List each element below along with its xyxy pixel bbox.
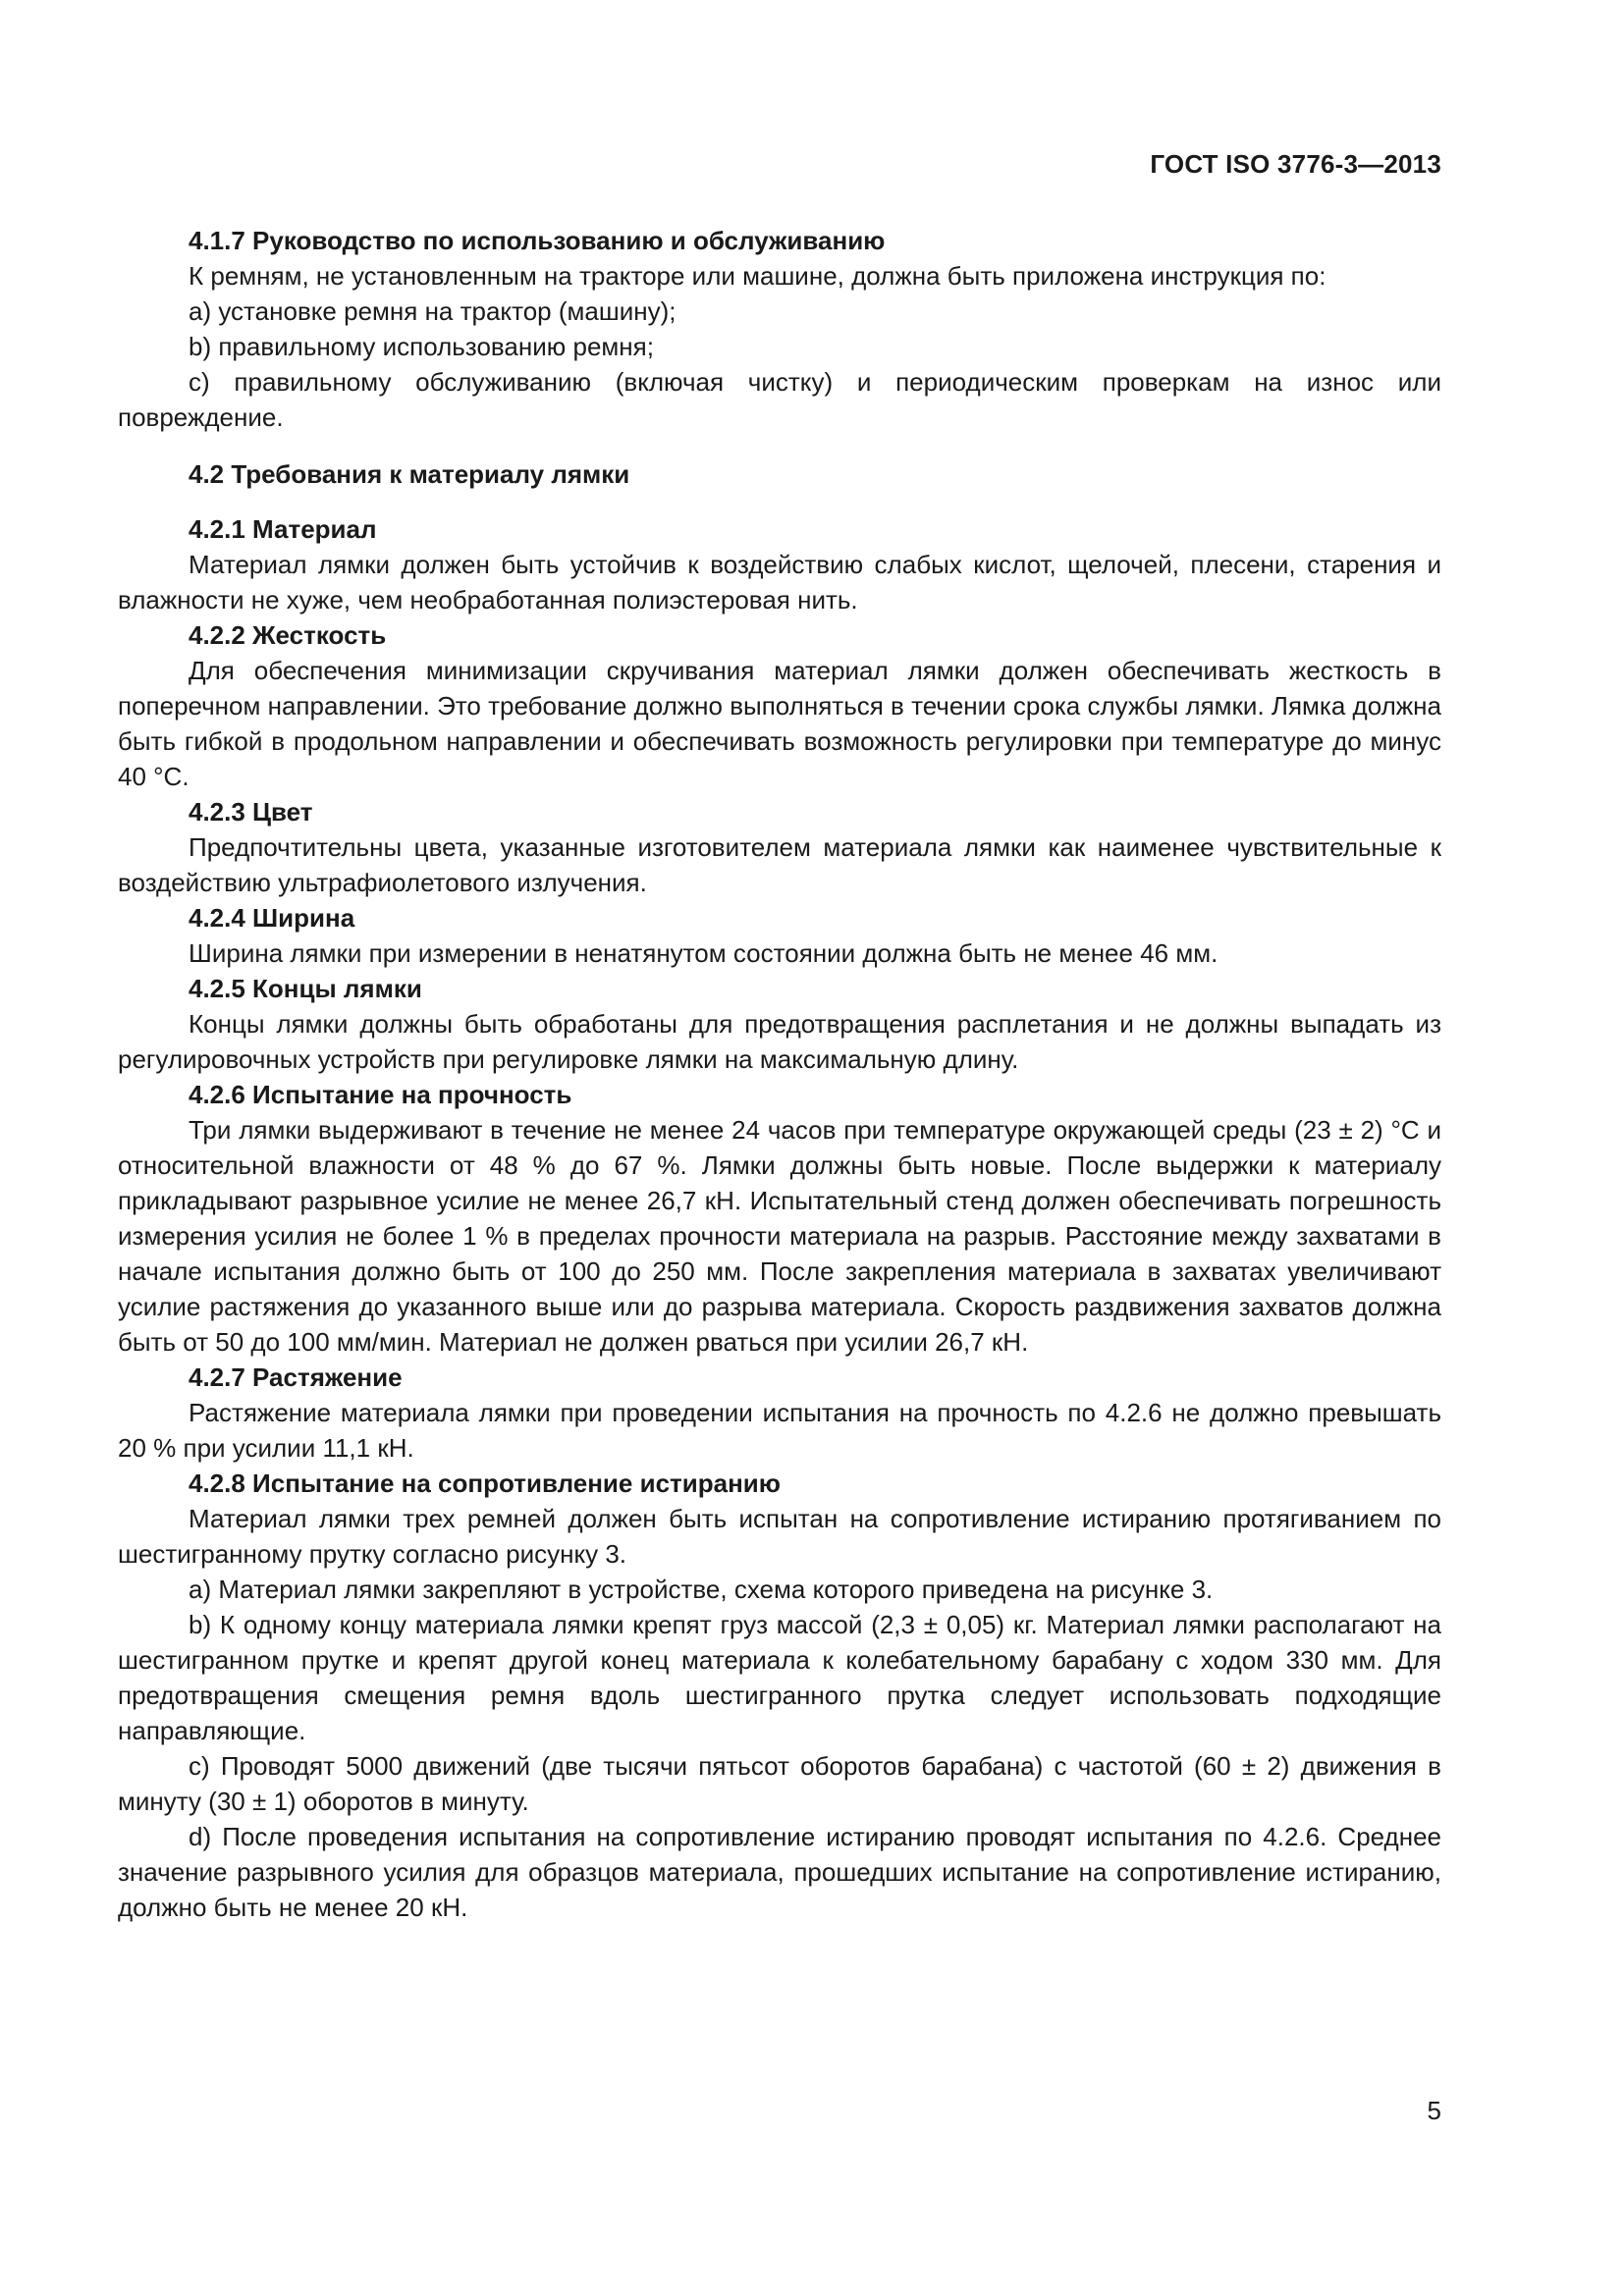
- document-body: [118, 223, 1441, 1925]
- section-4-2-7-text: Растяжение материала лямки при проведении испытания на прочность по 4.2.6 не должно превышать 20 % при усилии 11,1 кН.: [118, 1398, 1441, 1463]
- section-4-2-2-heading: 4.2.2 Жесткость: [189, 620, 387, 650]
- section-4-2-8-item-b: b) К одному концу материала лямки крепят груз массой (2,3 ± 0,05) кг. Материал лямки располагают на шестигранном прутке и крепят другой конец материала к колебательному барабану с ходом 330 мм. Для предотвращения смещения ремня вдоль шестигранного прутка следует использовать подходящие направляющие.: [118, 1610, 1441, 1745]
- section-4-2-7-heading: 4.2.7 Растяжение: [189, 1362, 403, 1392]
- spacer: [118, 492, 1441, 511]
- section-4-2-2-text: Для обеспечения минимизации скручивания материал лямки должен обеспечивать жесткость в поперечном направлении. Это требование должно выполняться в течении срока службы лямки. Лямка должна быть гибкой в продольном направлении и обеспечивать возможность регулировки при температуре до минус 40 °С.: [118, 656, 1441, 791]
- section-4-2-8-heading: 4.2.8 Испытание на сопротивление истиранию: [189, 1468, 781, 1498]
- section-4-2-4-text: Ширина лямки при измерении в ненатянутом состоянии должна быть не менее 46 мм.: [189, 938, 1218, 968]
- section-4-2-8-item-d: d) После проведения испытания на сопротивление истиранию проводят испытания по 4.2.6. Среднее значение разрывного усилия для образцов материала, прошедших испытание на сопротивление истиранию, должно быть не менее 20 кН.: [118, 1822, 1441, 1922]
- section-4-2-3-heading: 4.2.3 Цвет: [189, 797, 313, 827]
- section-4-2-8-item-a: a) Материал лямки закрепляют в устройстве, схема которого приведена на рисунке 3.: [189, 1575, 1214, 1604]
- section-4-2-6-text: Три лямки выдерживают в течение не менее 24 часов при температуре окружающей среды (23 ± 2) °С и относительной влажности от 48 % до 67 %. Лямки должны быть новые. После выдержки к материалу прикладывают разрывное усилие не менее 26,7 кН. Испытательный стенд должен обеспечивать погрешность измерения усилия не более 1 % в пределах прочности материала на разрыв. Расстояние между захватами в начале испытания должно быть от 100 до 250 мм. После закрепления материала в захватах увеличивают усилие растяжения до указанного выше или до разрыва материала. Скорость раздвижения захватов должна быть от 50 до 100 мм/мин. Материал не должен рваться при усилии 26,7 кН.: [118, 1115, 1441, 1357]
- section-4-2-3-text: Предпочтительны цвета, указанные изготовителем материала лямки как наименее чувствительные к воздействию ультрафиолетового излучения.: [118, 832, 1441, 897]
- section-4-2-6-heading: 4.2.6 Испытание на прочность: [189, 1080, 572, 1109]
- section-4-1-7-item-c: c) правильному обслуживанию (включая чистку) и периодическим проверкам на износ или повреждение.: [118, 367, 1441, 432]
- spacer: [118, 435, 1441, 456]
- section-4-2-1-heading: 4.2.1 Материал: [189, 514, 377, 544]
- section-4-1-7-intro: К ремням, не установленным на тракторе или машине, должна быть приложена инструкция по:: [189, 261, 1326, 291]
- section-4-1-7-heading: 4.1.7 Руководство по использованию и обслуживанию: [189, 226, 886, 255]
- section-4-2-1-text: Материал лямки должен быть устойчив к воздействию слабых кислот, щелочей, плесени, старения и влажности не хуже, чем необработанная полиэстеровая нить.: [118, 550, 1441, 614]
- page-number: 5: [1427, 2096, 1441, 2125]
- section-4-1-7-item-b: b) правильному использованию ремня;: [189, 332, 654, 361]
- section-4-2-8-item-c: c) Проводят 5000 движений (две тысячи пятьсот оборотов барабана) с частотой (60 ± 2) движения в минуту (30 ± 1) оборотов в минуту.: [118, 1751, 1441, 1816]
- section-4-2-5-text: Концы лямки должны быть обработаны для предотвращения расплетания и не должны выпадать из регулировочных устройств при регулировке лямки на максимальную длину.: [118, 1009, 1441, 1074]
- section-4-2-heading: 4.2 Требования к материалу лямки: [189, 459, 630, 489]
- section-4-2-8-intro: Материал лямки трех ремней должен быть испытан на сопротивление истиранию протягиванием по шестигранному прутку согласно рисунку 3.: [118, 1504, 1441, 1569]
- section-4-2-5-heading: 4.2.5 Концы лямки: [189, 974, 422, 1003]
- section-4-2-4-heading: 4.2.4 Ширина: [189, 903, 355, 933]
- standard-code-header: ГОСТ ISO 3776-3—2013: [1150, 149, 1441, 179]
- section-4-1-7-item-a: a) установке ремня на трактор (машину);: [189, 296, 677, 326]
